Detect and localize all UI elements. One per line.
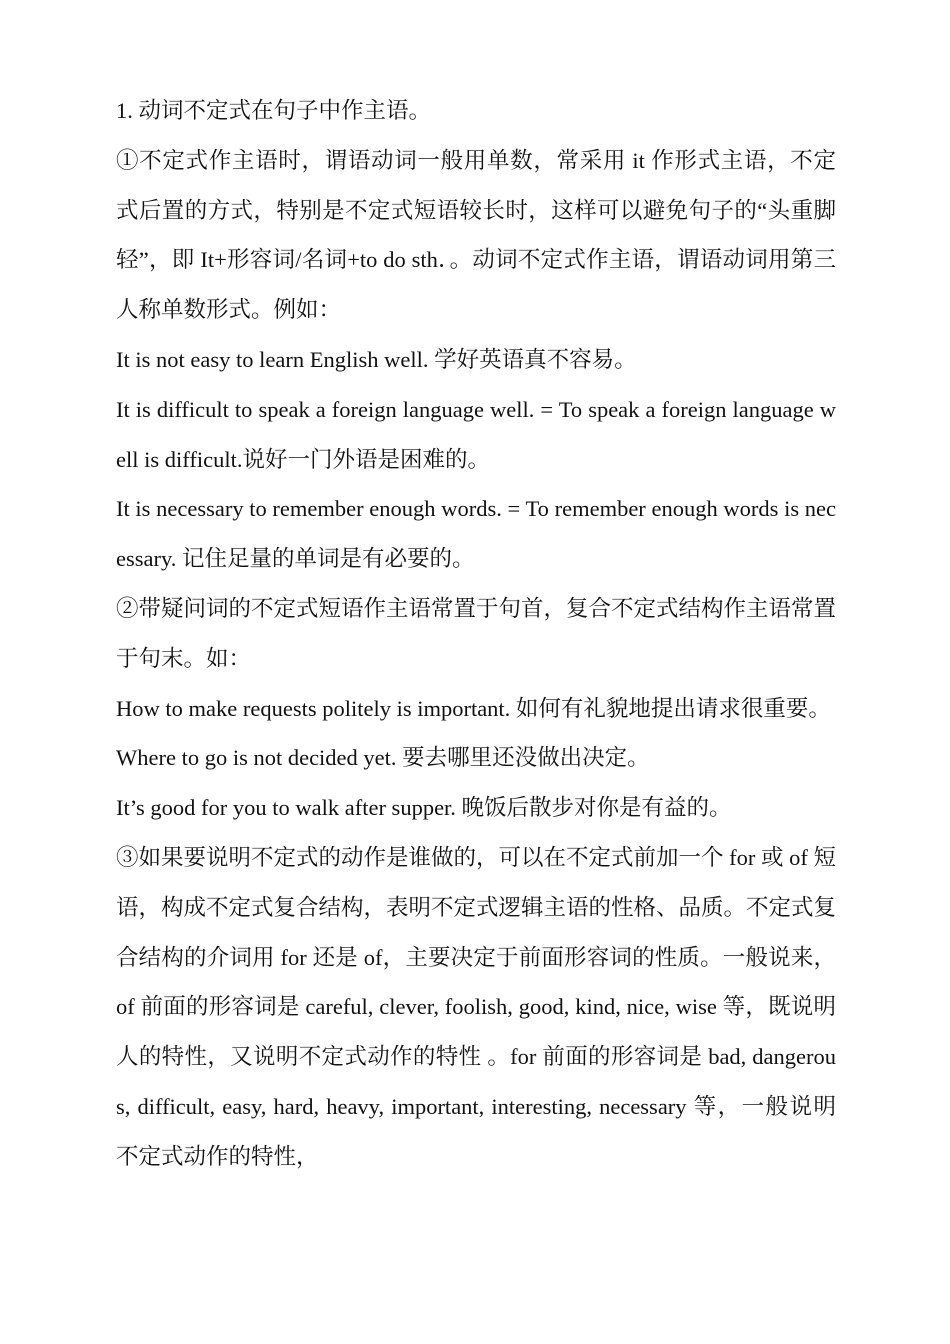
paragraph-rule-2: ②带疑问词的不定式短语作主语常置于句首，复合不定式结构作主语常置于句末。如： <box>116 595 837 671</box>
example-sentence: It is not easy to learn English well. 学好英语真不容易。 <box>116 346 637 372</box>
section-heading: 1. 动词不定式在句子中作主语。 <box>116 98 432 123</box>
example-sentence: How to make requests politely is important. 如何有礼貌地提出请求很重要。 <box>116 695 831 721</box>
paragraph-rule-3: ③如果要说明不定式的动作是谁做的，可以在不定式前加一个 for 或 of 短语，构成不定式复合结构，表明不定式逻辑主语的性格、品质。不定式复合结构的介词用 for 还是 of，主要决定于前面形容词的性质。一般说来，of 前面的形容词是 careful, clever, foolish, good, kind, nice, wise 等，既说明人的特性，又说明不定式动作的特性 。for 前面的形容词是 bad, dangerous, difficult, easy, hard, heavy, important, interesting, necessary 等，一般说明不定式动作的特性， <box>116 844 837 1169</box>
example-sentence: Where to go is not decided yet. 要去哪里还没做出决定。 <box>116 745 650 771</box>
paragraph-rule-1: ①不定式作主语时，谓语动词一般用单数，常采用 it 作形式主语，不定式后置的方式，特别是不定式短语较长时，这样可以避免句子的“头重脚轻”，即 It+形容词/名词+to do sth．。动词不定式作主语，谓语动词用第三人称单数形式。例如： <box>116 147 836 323</box>
example-sentence: It’s good for you to walk after supper. 晚饭后散步对你是有益的。 <box>116 795 732 821</box>
document-body <box>116 86 836 1182</box>
example-sentence: It is difficult to speak a foreign language well. = To speak a foreign language well is difficult.说好一门外语是困难的。 <box>116 396 836 472</box>
example-sentence: It is necessary to remember enough words. = To remember enough words is necessary. 记住足量的单词是有必要的。 <box>116 496 836 572</box>
